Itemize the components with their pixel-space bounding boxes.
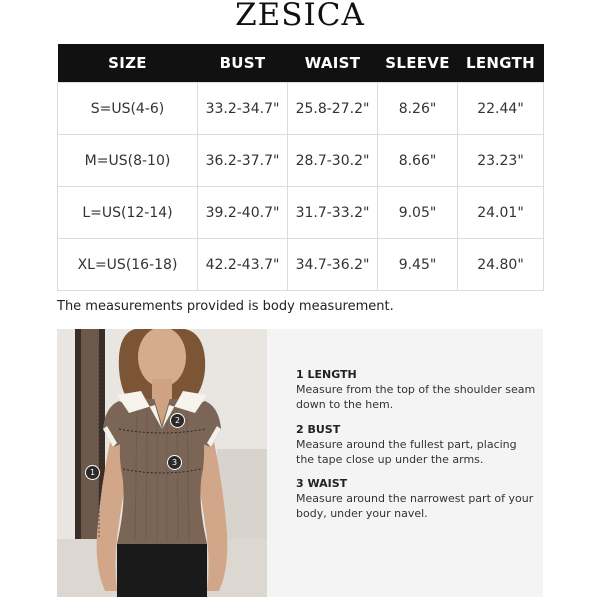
size-cell: L=US(12-14) [58, 187, 198, 239]
size-cell: XL=US(16-18) [58, 239, 198, 291]
header-length: LENGTH [458, 44, 544, 83]
instruction-text: Measure around the fullest part, placing the tape close up under the arms. [296, 438, 517, 466]
instruction-title: 3 WAIST [296, 477, 348, 490]
instruction-waist [296, 476, 536, 521]
bust-cell: 36.2-37.7" [198, 135, 288, 187]
waist-cell: 28.7-30.2" [288, 135, 378, 187]
length-cell: 22.44" [458, 83, 544, 135]
length-cell: 24.80" [458, 239, 544, 291]
header-sleeve: SLEEVE [378, 44, 458, 83]
instruction-text: Measure around the narrowest part of your body, under your navel. [296, 492, 534, 520]
instruction-title: 2 BUST [296, 423, 341, 436]
instruction-length [296, 367, 536, 412]
waist-cell: 34.7-36.2" [288, 239, 378, 291]
bust-cell: 39.2-40.7" [198, 187, 288, 239]
table-row [58, 187, 544, 239]
header-bust: BUST [198, 44, 288, 83]
header-waist: WAIST [288, 44, 378, 83]
bust-cell: 42.2-43.7" [198, 239, 288, 291]
sleeve-cell: 8.66" [378, 135, 458, 187]
waist-cell: 31.7-33.2" [288, 187, 378, 239]
instruction-bust [296, 422, 536, 467]
model-photo [57, 329, 267, 597]
measurement-note: The measurements provided is body measurement. [57, 299, 394, 314]
marker-length: 1 [85, 465, 100, 480]
waist-cell: 25.8-27.2" [288, 83, 378, 135]
size-chart-table [57, 44, 544, 291]
size-cell: M=US(8-10) [58, 135, 198, 187]
brand-logo: ZESICA [235, 0, 365, 33]
sleeve-cell: 9.45" [378, 239, 458, 291]
instruction-text: Measure from the top of the shoulder seam down to the hem. [296, 383, 536, 411]
header-size: SIZE [58, 44, 198, 83]
instruction-title: 1 LENGTH [296, 368, 357, 381]
bust-cell: 33.2-34.7" [198, 83, 288, 135]
marker-waist: 3 [167, 455, 182, 470]
length-cell: 23.23" [458, 135, 544, 187]
table-header-row [58, 44, 544, 83]
sleeve-cell: 9.05" [378, 187, 458, 239]
length-cell: 24.01" [458, 187, 544, 239]
table-row [58, 83, 544, 135]
size-cell: S=US(4-6) [58, 83, 198, 135]
marker-bust: 2 [170, 413, 185, 428]
sleeve-cell: 8.26" [378, 83, 458, 135]
measurement-guide-panel [57, 329, 543, 597]
table-row [58, 135, 544, 187]
table-row [58, 239, 544, 291]
